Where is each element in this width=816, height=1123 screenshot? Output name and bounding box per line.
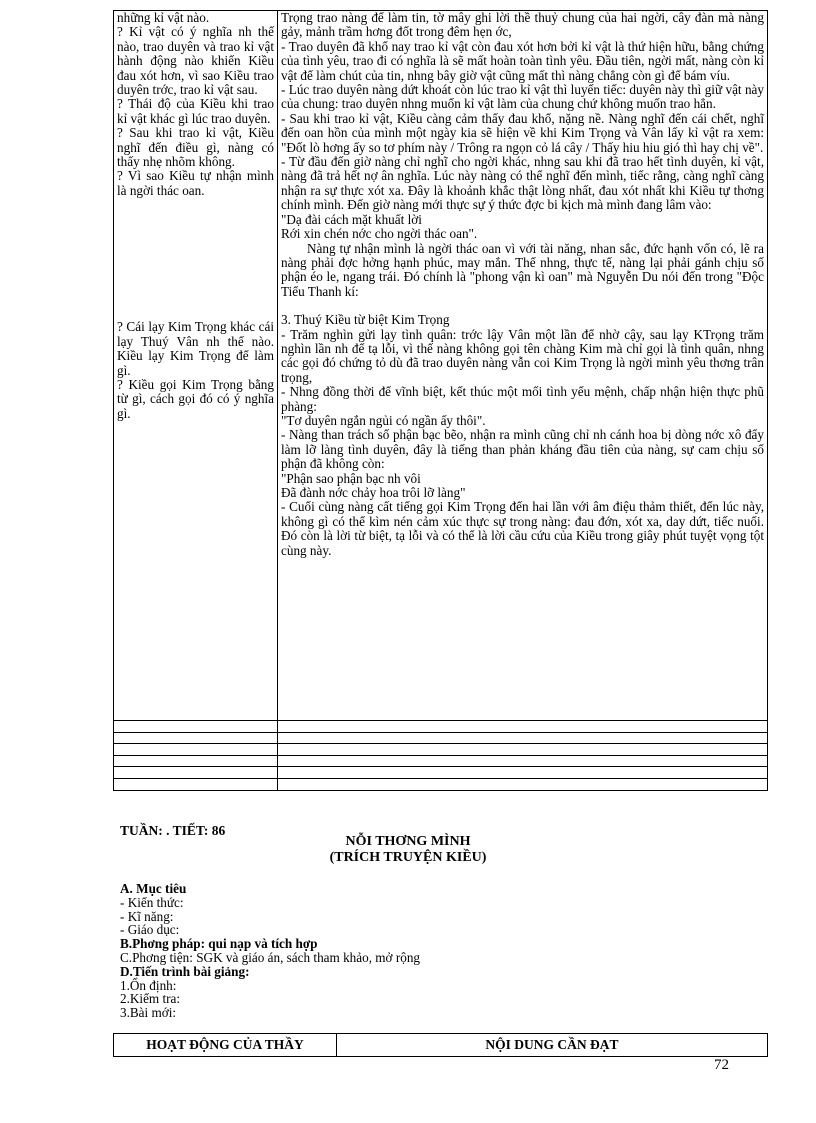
empty-row [114,721,768,733]
materials-line: C.Phơng tiện: SGK và giáo án, sách tham khảo, mở rộng [120,949,421,965]
procedure-item: 1.Ổn định: [120,977,177,993]
content-cell [278,11,768,721]
content-paragraph: - Từ đầu đến giờ nàng chỉ nghĩ cho ngời khác, nhng sau khi đã trao hết tình duyên, kỉ vật, nàng đã trả hết nợ ân nghĩa. Lúc này nàng có thể nghĩ đến mình, tiếc rằng, càng nghĩ càng nhận ra sự thực xót xa. Đây là khoảnh khắc thật lòng nhất, đau xót nhất khi Kiều tự thơng chính mình. Đến giờ nàng mới thực sự ý thức đợc bi kịch mà mình đang lâm vào: [281,154,764,213]
empty-row [114,755,768,767]
poem-line: "Phận sao phận bạc nh vôi [281,470,421,486]
content-paragraph: - Cuối cùng nàng cất tiếng gọi Kim Trọng đến hai lần với âm điệu thảm thiết, đến lúc này, không gì có thể kìm nén cảm xúc thực sự trong nàng: đau đớn, xót xa, day dứt, tiếc nuối. Đó còn là lời từ biệt, tạ lỗi và có thể là lời cầu cứu của Kiều trong giây phút tuyệt vọng tột cùng này. [281,499,764,558]
lesson-content-table [113,10,768,791]
content-paragraph: - Trăm nghìn gửi lạy tình quân: trớc lậy Vân một lần để nhờ cậy, sau lạy KTrọng trăm nghìn lần nh để tạ lỗi, vì thế nàng không gọi tên chàng Kim mà chỉ gọi là tình quân, nhng các gọi đó chứng tỏ dù đã trao duyên nàng vẫn coi Kim Trọng là ngời mình yêu thơng trân trọng, [281,326,764,385]
empty-row [114,744,768,756]
objective-item: - Kĩ năng: [120,908,174,924]
page-number: 72 [714,1057,729,1073]
poem-line: Rới xin chén nớc cho ngời thác oan". [281,226,478,242]
content-paragraph: - Lúc trao duyên nàng dứt khoát còn lúc trao kỉ vật thì luyến tiếc: duyên này thì giữ vật này của chung: trao duyên nhng muốn kỉ vật làm của chung chứ không muốn trao hẳn. [281,82,764,112]
question-text: ? Sau khi trao kỉ vật, Kiều nghĩ đến điều gì, nàng có thấy nhẹ nhõm không. [117,125,274,170]
procedure-item: 2.Kiểm tra: [120,991,181,1007]
content-paragraph: Trọng trao nàng để làm tin, tờ mây ghi lời thề thuỷ chung của hai ngời, cây đàn mà nàng gảy, mảnh trầm hơng đốt trong đêm hẹn ớc, [281,10,764,40]
section-heading: 3. Thuý Kiều từ biệt Kim Trọng [281,312,450,328]
question-text: những kỉ vật nào. [117,10,210,25]
week-lesson-label: TUẦN: . TIẾT: 86 [120,823,226,838]
poem-line: "Tơ duyên ngắn ngủi có ngần ấy thôi". [281,412,486,428]
poem-line: Đã đành nớc chảy hoa trôi lỡ làng" [281,485,466,500]
question-text: ? Thái độ của Kiều khi trao kỉ vật khác gì lúc trao duyên. [117,96,274,126]
objective-item: - Giáo dục: [120,922,180,938]
content-paragraph: Nàng tự nhận mình là ngời thác oan vì với tài năng, nhan sắc, đức hạnh vốn có, lẽ ra nàng phải đợc hởng hạnh phúc, may mắn. Thế nhng, thực tế, nàng lại phải gánh chịu số phận éo le, ngang trái. Đó chính là "phong vận kì oan" mà Nguyễn Du nói đến trong "Độc Tiểu Thanh kí: [281,240,764,299]
method-line: B.Phơng pháp: qui nạp và tích hợp [120,936,318,952]
content-header: NỘI DUNG CẦN ĐẠT [337,1034,768,1057]
empty-row [114,767,768,779]
content-paragraph: - Nhng đồng thời để vĩnh biệt, kết thúc một mối tình yểu mệnh, chấp nhận hiện thực phũ phàng: [281,384,764,414]
question-text: ? Kiều gọi Kim Trọng bằng từ gì, cách gọi đó có ý nghĩa gì. [117,376,274,421]
objective-item: - Kiến thức: [120,894,184,910]
question-text: ? Kỉ vật có ý nghĩa nh thế nào, trao duyên và trao kỉ vật hành động nào khiến Kiều đau xót hơn, vì sao Kiều trao duyên trớc, trao kỉ vật sau. [117,24,274,98]
activity-table-header [113,1033,768,1057]
procedure-heading: D.Tiến trình bài giảng: [120,963,250,979]
procedure-item: 3.Bài mới: [120,1005,177,1021]
lesson-title: NỖI THƠNG MÌNH [345,834,471,849]
poem-line: "Dạ đài cách mặt khuất lời [281,211,422,227]
empty-row [114,778,768,790]
question-text: ? Cái lạy Kim Trọng khác cái lạy Thuý Vân nh thế nào. Kiều lạy Kim Trọng để làm gì. [117,319,274,378]
teacher-activity-header: HOẠT ĐỘNG CỦA THẦY [114,1034,337,1057]
lesson-subtitle: (TRÍCH TRUYỆN KIỀU) [329,850,487,865]
empty-row [114,732,768,744]
content-paragraph: - Trao duyên đã khổ nay trao kỉ vật còn đau xót hơn bởi kỉ vật là thứ hiện hữu, bằng chứng của tình yêu, trao đi có nghĩa là sẽ mất hoàn toàn tình yêu. Đầu tiên, ngời mất, nàng còn kỉ vật để làm chút của tin, nhng bây giờ vật cũng mất thì nàng chẳng còn gì để bám víu. [281,38,764,83]
teacher-questions-cell [114,11,278,721]
lesson-outline [120,882,770,1020]
content-paragraph: - Nàng than trách số phận bạc bẽo, nhận ra mình cũng chỉ nh cánh hoa bị dòng nớc xô đẩy làm lỡ làng tình duyên, đây là tiếng than phản kháng đầu tiên của nàng, sự cam chịu số phận đã không còn: [281,427,764,472]
question-text: ? Vì sao Kiều tự nhận mình là ngời thác oan. [117,168,274,198]
content-paragraph: - Sau khi trao kỉ vật, Kiều càng cảm thấy đau khổ, nặng nề. Nàng nghĩ đến cái chết, nghĩ đến oan hồn của mình một ngày kia sẽ hiện về khi Kim Trọng và Vân lấy kỉ vật ra xem: "Đốt lò hơng ấy so tơ phím này / Trông ra ngọn cỏ lá cây / Thấy hiu hiu gió thì hay chị về". [281,110,764,155]
objectives-heading: A. Mục tiêu [120,881,187,896]
